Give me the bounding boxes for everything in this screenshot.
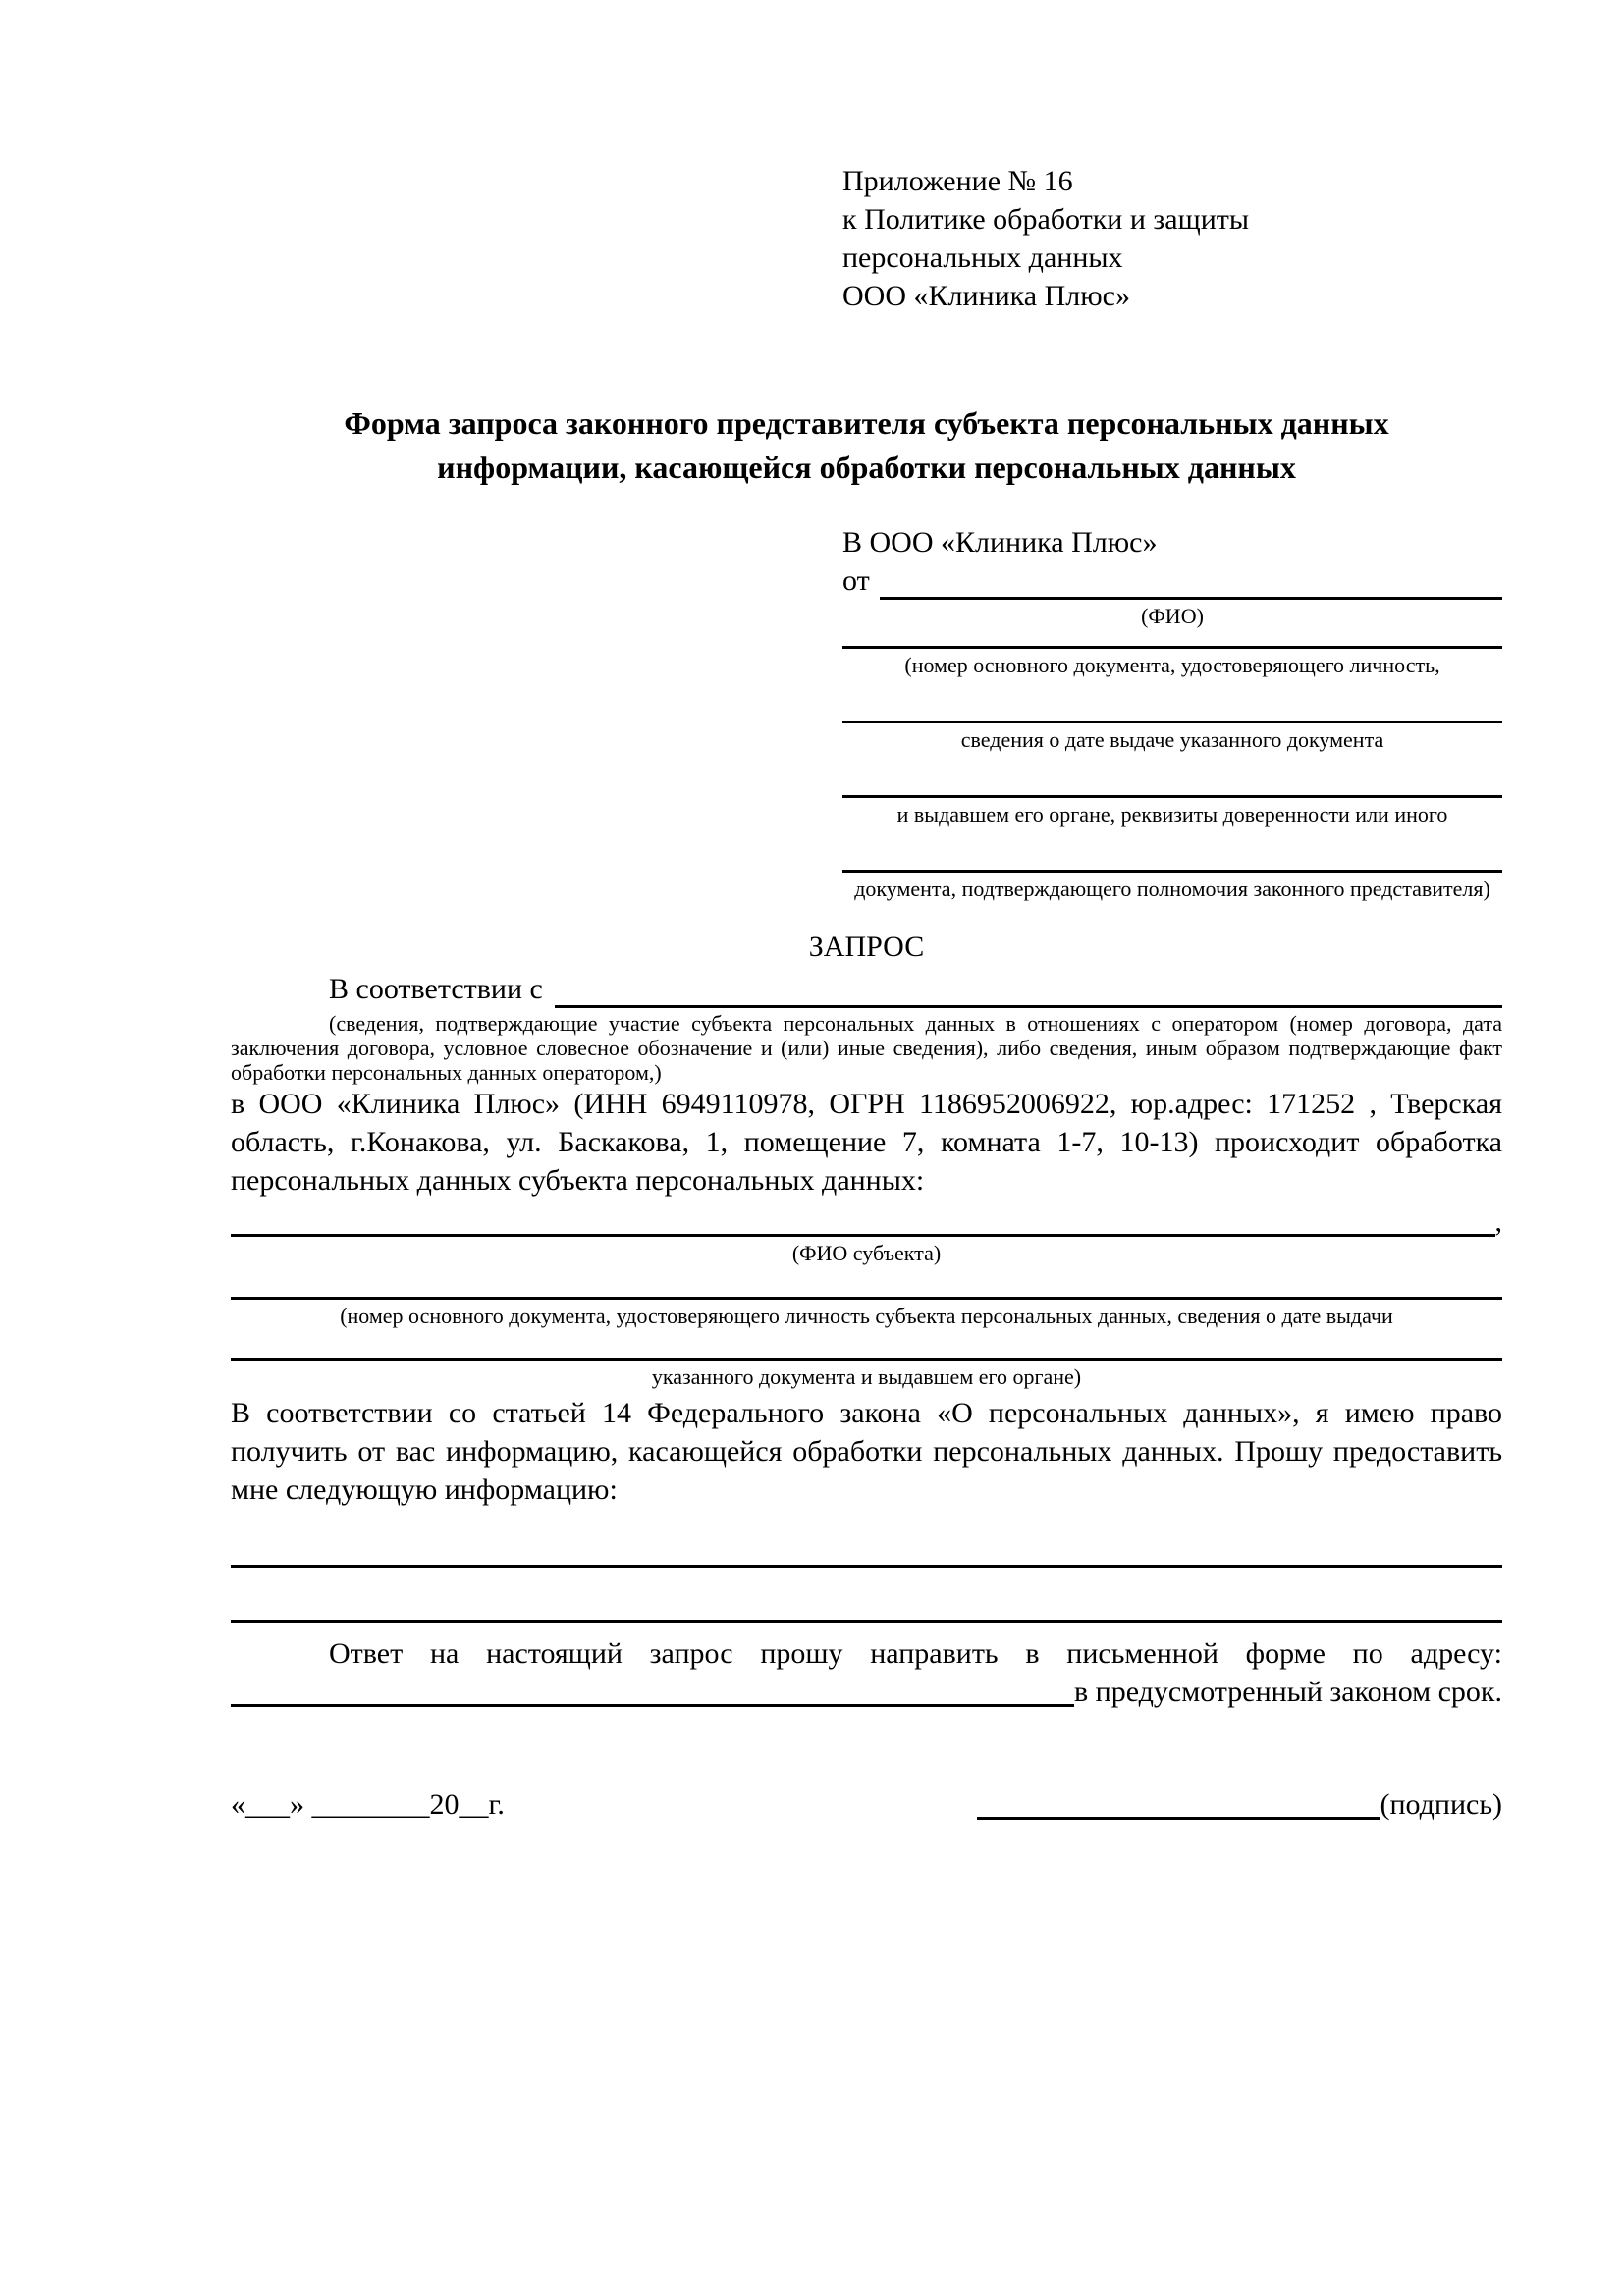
representative-authority-blank-field — [842, 828, 1502, 873]
subject-fio-comma: , — [1494, 1205, 1502, 1238]
caption-issue-date: сведения о дате выдаче указанного документа — [960, 727, 1384, 752]
addressee-from-row — [842, 561, 1502, 600]
caption-issuing-authority: и выдавшем его органе, реквизиты доверенности или иного — [896, 802, 1448, 827]
reply-tail: в предусмотренный законом срок. — [1074, 1676, 1502, 1708]
caption-representative-authority: документа, подтверждающего полномочия законного представителя) — [854, 877, 1490, 901]
signature-caption: (подпись) — [1380, 1789, 1502, 1821]
operator-paragraph: в ООО «Клиника Плюс» (ИНН 6949110978, ОГРН 1186952006922, юр.адрес: 171252 , Тверская область, г.Конакова, ул. Баскакова, 1, помещение 7, комната 1-7, 10-13) происходит обработка персональных данных субъекта персональных данных: — [231, 1088, 1502, 1197]
requested-info-blank-field-2 — [231, 1597, 1502, 1623]
reply-address-row — [231, 1673, 1502, 1711]
signature-blank-field — [977, 1787, 1380, 1820]
fio-blank-field — [880, 564, 1502, 600]
page-title-line-1: Форма запроса законного представителя субъекта персональных данных — [344, 405, 1389, 441]
law-paragraph: В соответствии со статьей 14 Федерального закона «О персональных данных», я имею право получить от вас информацию, касающейся обработки персональных данных. Прошу предоставить мне следующую информацию: — [231, 1397, 1502, 1506]
caption-subject-fio: (ФИО субъекта) — [791, 1241, 942, 1265]
fine-print-note: (сведения, подтверждающие участие субъекта персональных данных в отношениях с оператором (номер договора, дата заключения договора, условное словесное обозначение и (или) иные сведения), либо сведения, иным образом подтверждающие факт обработки персональных данных оператором,) — [231, 1011, 1502, 1085]
accordance-blank-field — [555, 973, 1502, 1008]
appendix-line-2: к Политике обработки и защиты — [842, 203, 1250, 236]
requested-info-blank-field-1 — [231, 1542, 1502, 1568]
page-title — [231, 401, 1502, 490]
issue-date-blank-field — [842, 678, 1502, 723]
footer-row — [231, 1786, 1502, 1824]
issuing-authority-blank-field — [842, 753, 1502, 798]
accordance-label: В соответствии с — [329, 973, 543, 1005]
addressee-to: В ООО «Клиника Плюс» — [842, 526, 1158, 559]
appendix-line-4: ООО «Клиника Плюс» — [842, 280, 1130, 312]
caption-fio: (ФИО) — [1141, 604, 1204, 628]
reply-paragraph: Ответ на настоящий запрос прошу направить в письменной форме по адресу: — [329, 1637, 1502, 1670]
appendix-line-1: Приложение № 16 — [842, 165, 1073, 197]
request-heading: ЗАПРОС — [808, 931, 925, 963]
caption-subject-document: (номер основного документа, удостоверяющего личность субъекта персональных данных, сведения о дате выдачи — [340, 1304, 1393, 1328]
subject-fio-row — [231, 1207, 1502, 1237]
subject-document-blank-field — [231, 1274, 1502, 1300]
appendix-line-3: персональных данных — [842, 241, 1123, 274]
date-line: «___» ________20__г. — [231, 1789, 505, 1821]
from-label: от — [842, 564, 870, 597]
appendix-block — [842, 162, 1502, 315]
caption-document-number: (номер основного документа, удостоверяющего личность, — [904, 653, 1440, 677]
reply-address-blank-field — [231, 1674, 1074, 1707]
addressee-block — [842, 523, 1502, 902]
accordance-row — [231, 970, 1502, 1008]
page-title-line-2: информации, касающейся обработки персональных данных — [437, 450, 1296, 485]
subject-document-authority-blank-field — [231, 1335, 1502, 1361]
subject-fio-blank-field — [231, 1211, 1495, 1237]
caption-subject-document-authority: указанного документа и выдавшем его органе) — [651, 1364, 1082, 1389]
document-number-blank-field — [842, 629, 1502, 649]
signature-group — [977, 1786, 1502, 1824]
